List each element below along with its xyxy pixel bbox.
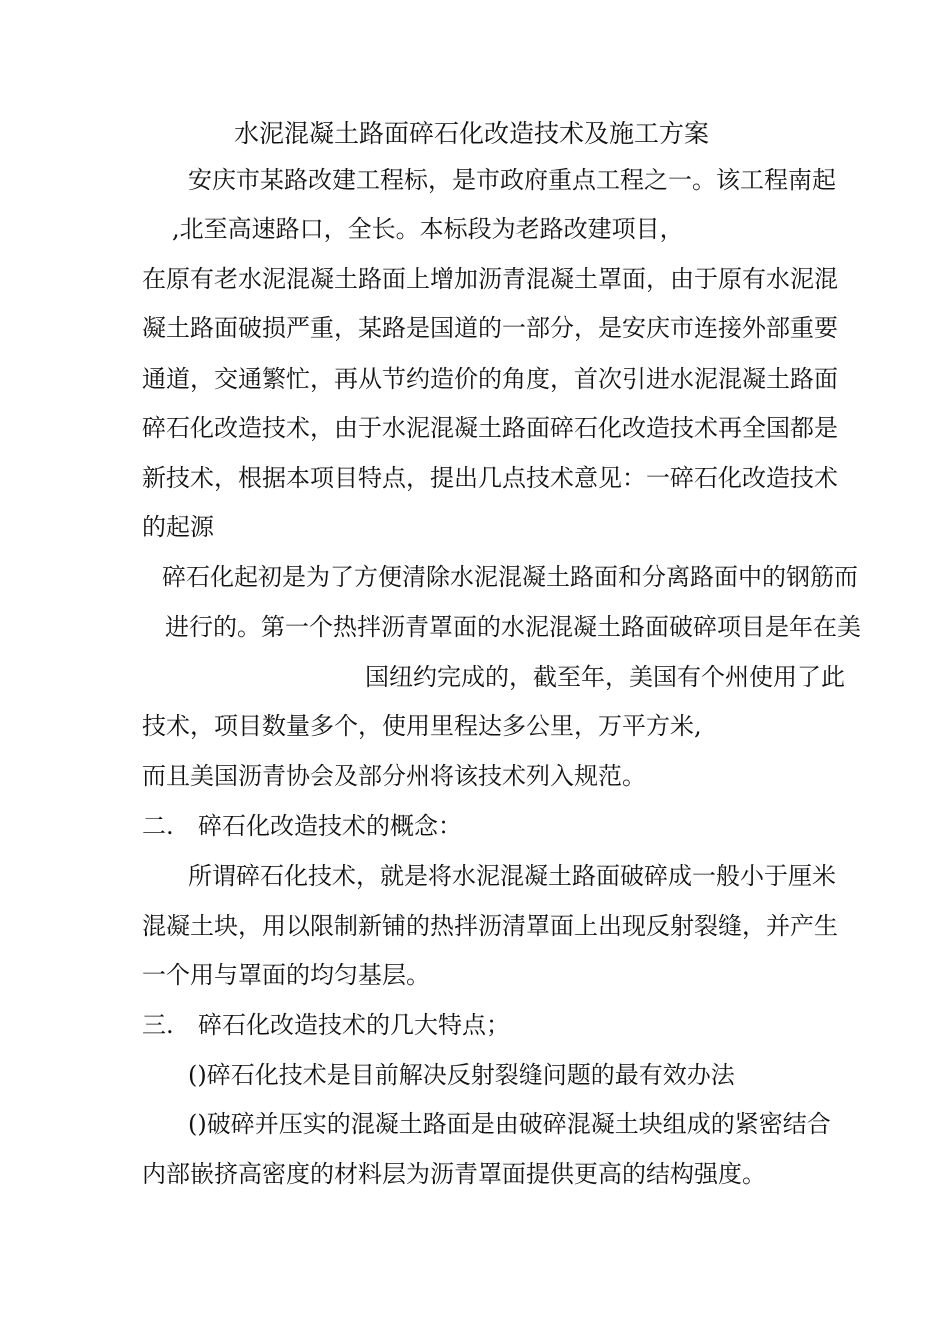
intro-line-8: 的起源: [142, 513, 214, 541]
section-2-heading: 碎石化改造技术的概念：: [198, 812, 462, 840]
intro-line-5: 通道，交通繁忙，再从节约造价的角度，首次引进水泥混凝土路面: [142, 365, 838, 393]
section-3-item-1: ()碎石化技术是目前解决反射裂缝问题的最有效办法: [188, 1061, 735, 1089]
origin-line-4: 技术，项目数量多个，使用里程达多公里，万平方米,: [142, 712, 702, 740]
section-3-item-2-line-1: ()破碎并压实的混凝土路面是由破碎混凝土块组成的紧密结合: [188, 1110, 831, 1138]
intro-line-1: 安庆市某路改建工程标，是市政府重点工程之一。该工程南起: [188, 166, 836, 194]
origin-line-1: 碎石化起初是为了方便清除水泥混凝土路面和分离路面中的钢筋而: [162, 563, 858, 591]
intro-line-3: 在原有老水泥混凝土路面上增加沥青混凝土罩面，由于原有水泥混: [142, 265, 838, 293]
origin-line-5: 而且美国沥青协会及部分州将该技术列入规范。: [142, 762, 646, 790]
section-3-heading: 碎石化改造技术的几大特点；: [198, 1011, 510, 1039]
origin-line-2: 进行的。第一个热拌沥青罩面的水泥混凝土路面破碎项目是年在美: [165, 613, 861, 641]
section-2-line-3: 一个用与罩面的均匀基层。: [142, 961, 430, 989]
section-3-number: 三.: [142, 1011, 174, 1039]
intro-line-2: ,北至高速路口，全长。本标段为老路改建项目，: [172, 215, 684, 243]
section-3-item-2-line-2: 内部嵌挤高密度的材料层为沥青罩面提供更高的结构强度。: [142, 1160, 766, 1188]
document-title: 水泥混凝土路面碎石化改造技术及施工方案: [234, 119, 710, 148]
section-2-number: 二.: [142, 812, 174, 840]
section-2-line-1: 所谓碎石化技术，就是将水泥混凝土路面破碎成一般小于厘米: [188, 862, 836, 890]
intro-line-6: 碎石化改造技术，由于水泥混凝土路面碎石化改造技术再全国都是: [142, 414, 838, 442]
intro-line-7: 新技术，根据本项目特点，提出几点技术意见：一碎石化改造技术: [142, 464, 838, 492]
origin-line-3: 国纽约完成的，截至年，美国有个州使用了此: [365, 663, 845, 691]
section-2-line-2: 混凝土块，用以限制新铺的热拌沥清罩面上出现反射裂缝，并产生: [142, 912, 838, 940]
intro-line-4: 凝土路面破损严重，某路是国道的一部分，是安庆市连接外部重要: [142, 314, 838, 342]
